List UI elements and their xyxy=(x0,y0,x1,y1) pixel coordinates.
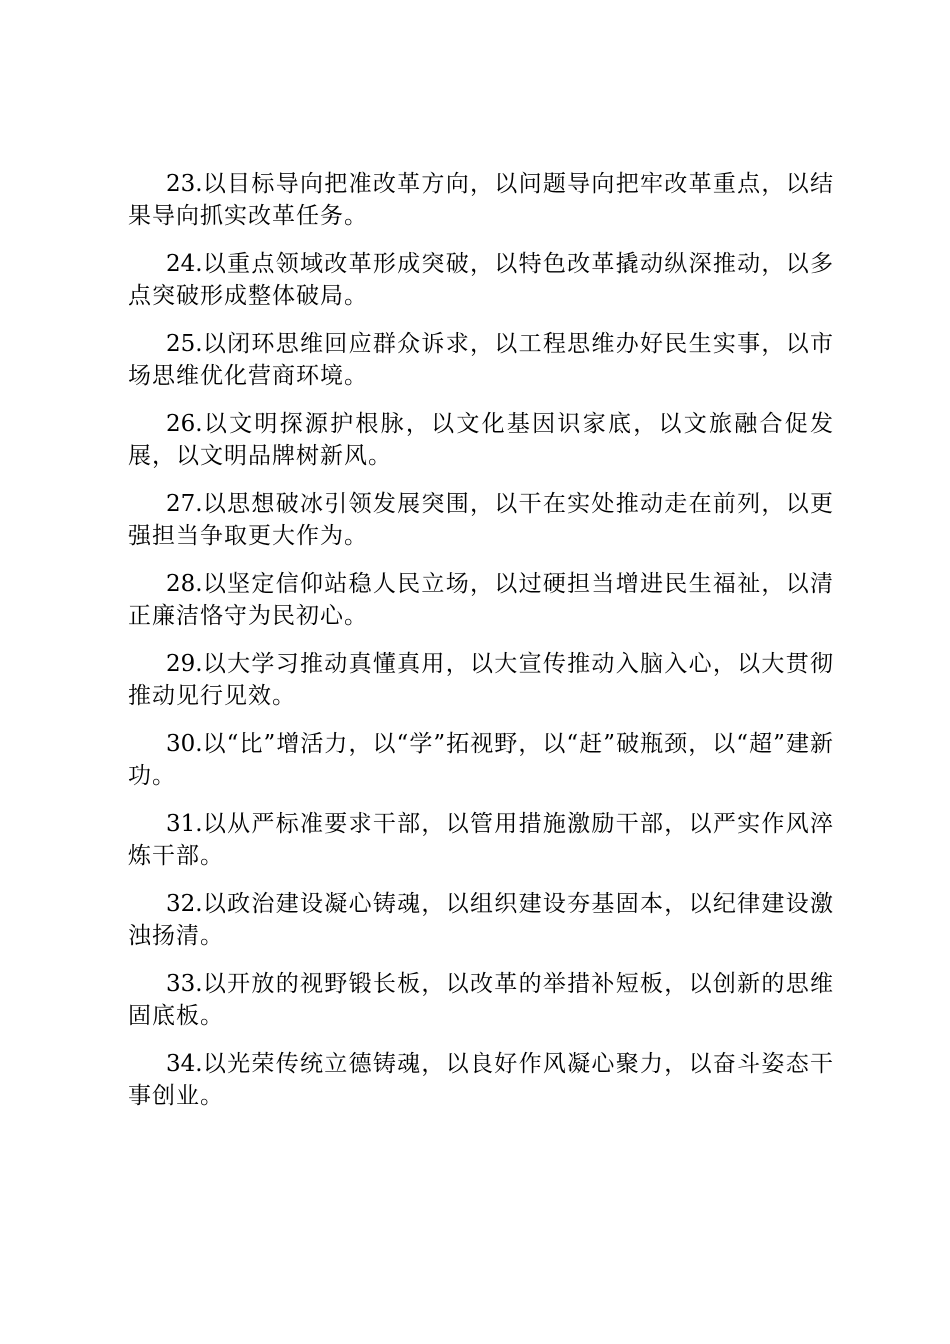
list-item xyxy=(128,248,834,312)
item-number: 30. xyxy=(166,731,203,757)
item-text: 以坚定信仰站稳人民立场，以过硬担当增进民生福祉，以清正廉洁恪守为民初心。 xyxy=(128,571,834,629)
item-number: 27. xyxy=(166,491,203,517)
item-number: 32. xyxy=(166,891,203,917)
item-number: 29. xyxy=(166,651,203,677)
list-item xyxy=(128,568,834,632)
item-text: 以从严标准要求干部，以管用措施激励干部，以严实作风淬炼干部。 xyxy=(128,811,834,869)
item-number: 24. xyxy=(166,251,203,277)
item-text: 以目标导向把准改革方向，以问题导向把牢改革重点，以结果导向抓实改革任务。 xyxy=(128,171,834,229)
item-text: 以大学习推动真懂真用，以大宣传推动入脑入心，以大贯彻推动见行见效。 xyxy=(128,651,834,709)
item-number: 31. xyxy=(166,811,203,837)
item-text: 以闭环思维回应群众诉求，以工程思维办好民生实事，以市场思维优化营商环境。 xyxy=(128,331,834,389)
item-number: 26. xyxy=(166,411,203,437)
item-text: 以开放的视野锻长板，以改革的举措补短板，以创新的思维固底板。 xyxy=(128,971,834,1029)
item-text: 以“比”增活力，以“学”拓视野，以“赶”破瓶颈，以“超”建新功。 xyxy=(128,731,834,789)
item-text: 以重点领域改革形成突破，以特色改革撬动纵深推动，以多点突破形成整体破局。 xyxy=(128,251,834,309)
item-number: 25. xyxy=(166,331,203,357)
list-item xyxy=(128,328,834,392)
list-item xyxy=(128,1048,834,1112)
item-number: 28. xyxy=(166,571,203,597)
list-item xyxy=(128,728,834,792)
list-item xyxy=(128,808,834,872)
document-body xyxy=(128,168,834,1128)
list-item xyxy=(128,968,834,1032)
item-text: 以思想破冰引领发展突围，以干在实处推动走在前列，以更强担当争取更大作为。 xyxy=(128,491,834,549)
list-item xyxy=(128,888,834,952)
list-item xyxy=(128,488,834,552)
item-number: 23. xyxy=(166,171,203,197)
list-item xyxy=(128,408,834,472)
item-number: 34. xyxy=(166,1051,203,1077)
item-text: 以文明探源护根脉，以文化基因识家底，以文旅融合促发展，以文明品牌树新风。 xyxy=(128,411,834,469)
list-item xyxy=(128,168,834,232)
item-text: 以光荣传统立德铸魂，以良好作风凝心聚力，以奋斗姿态干事创业。 xyxy=(128,1051,834,1109)
list-item xyxy=(128,648,834,712)
item-text: 以政治建设凝心铸魂，以组织建设夯基固本，以纪律建设激浊扬清。 xyxy=(128,891,834,949)
item-number: 33. xyxy=(166,971,203,997)
